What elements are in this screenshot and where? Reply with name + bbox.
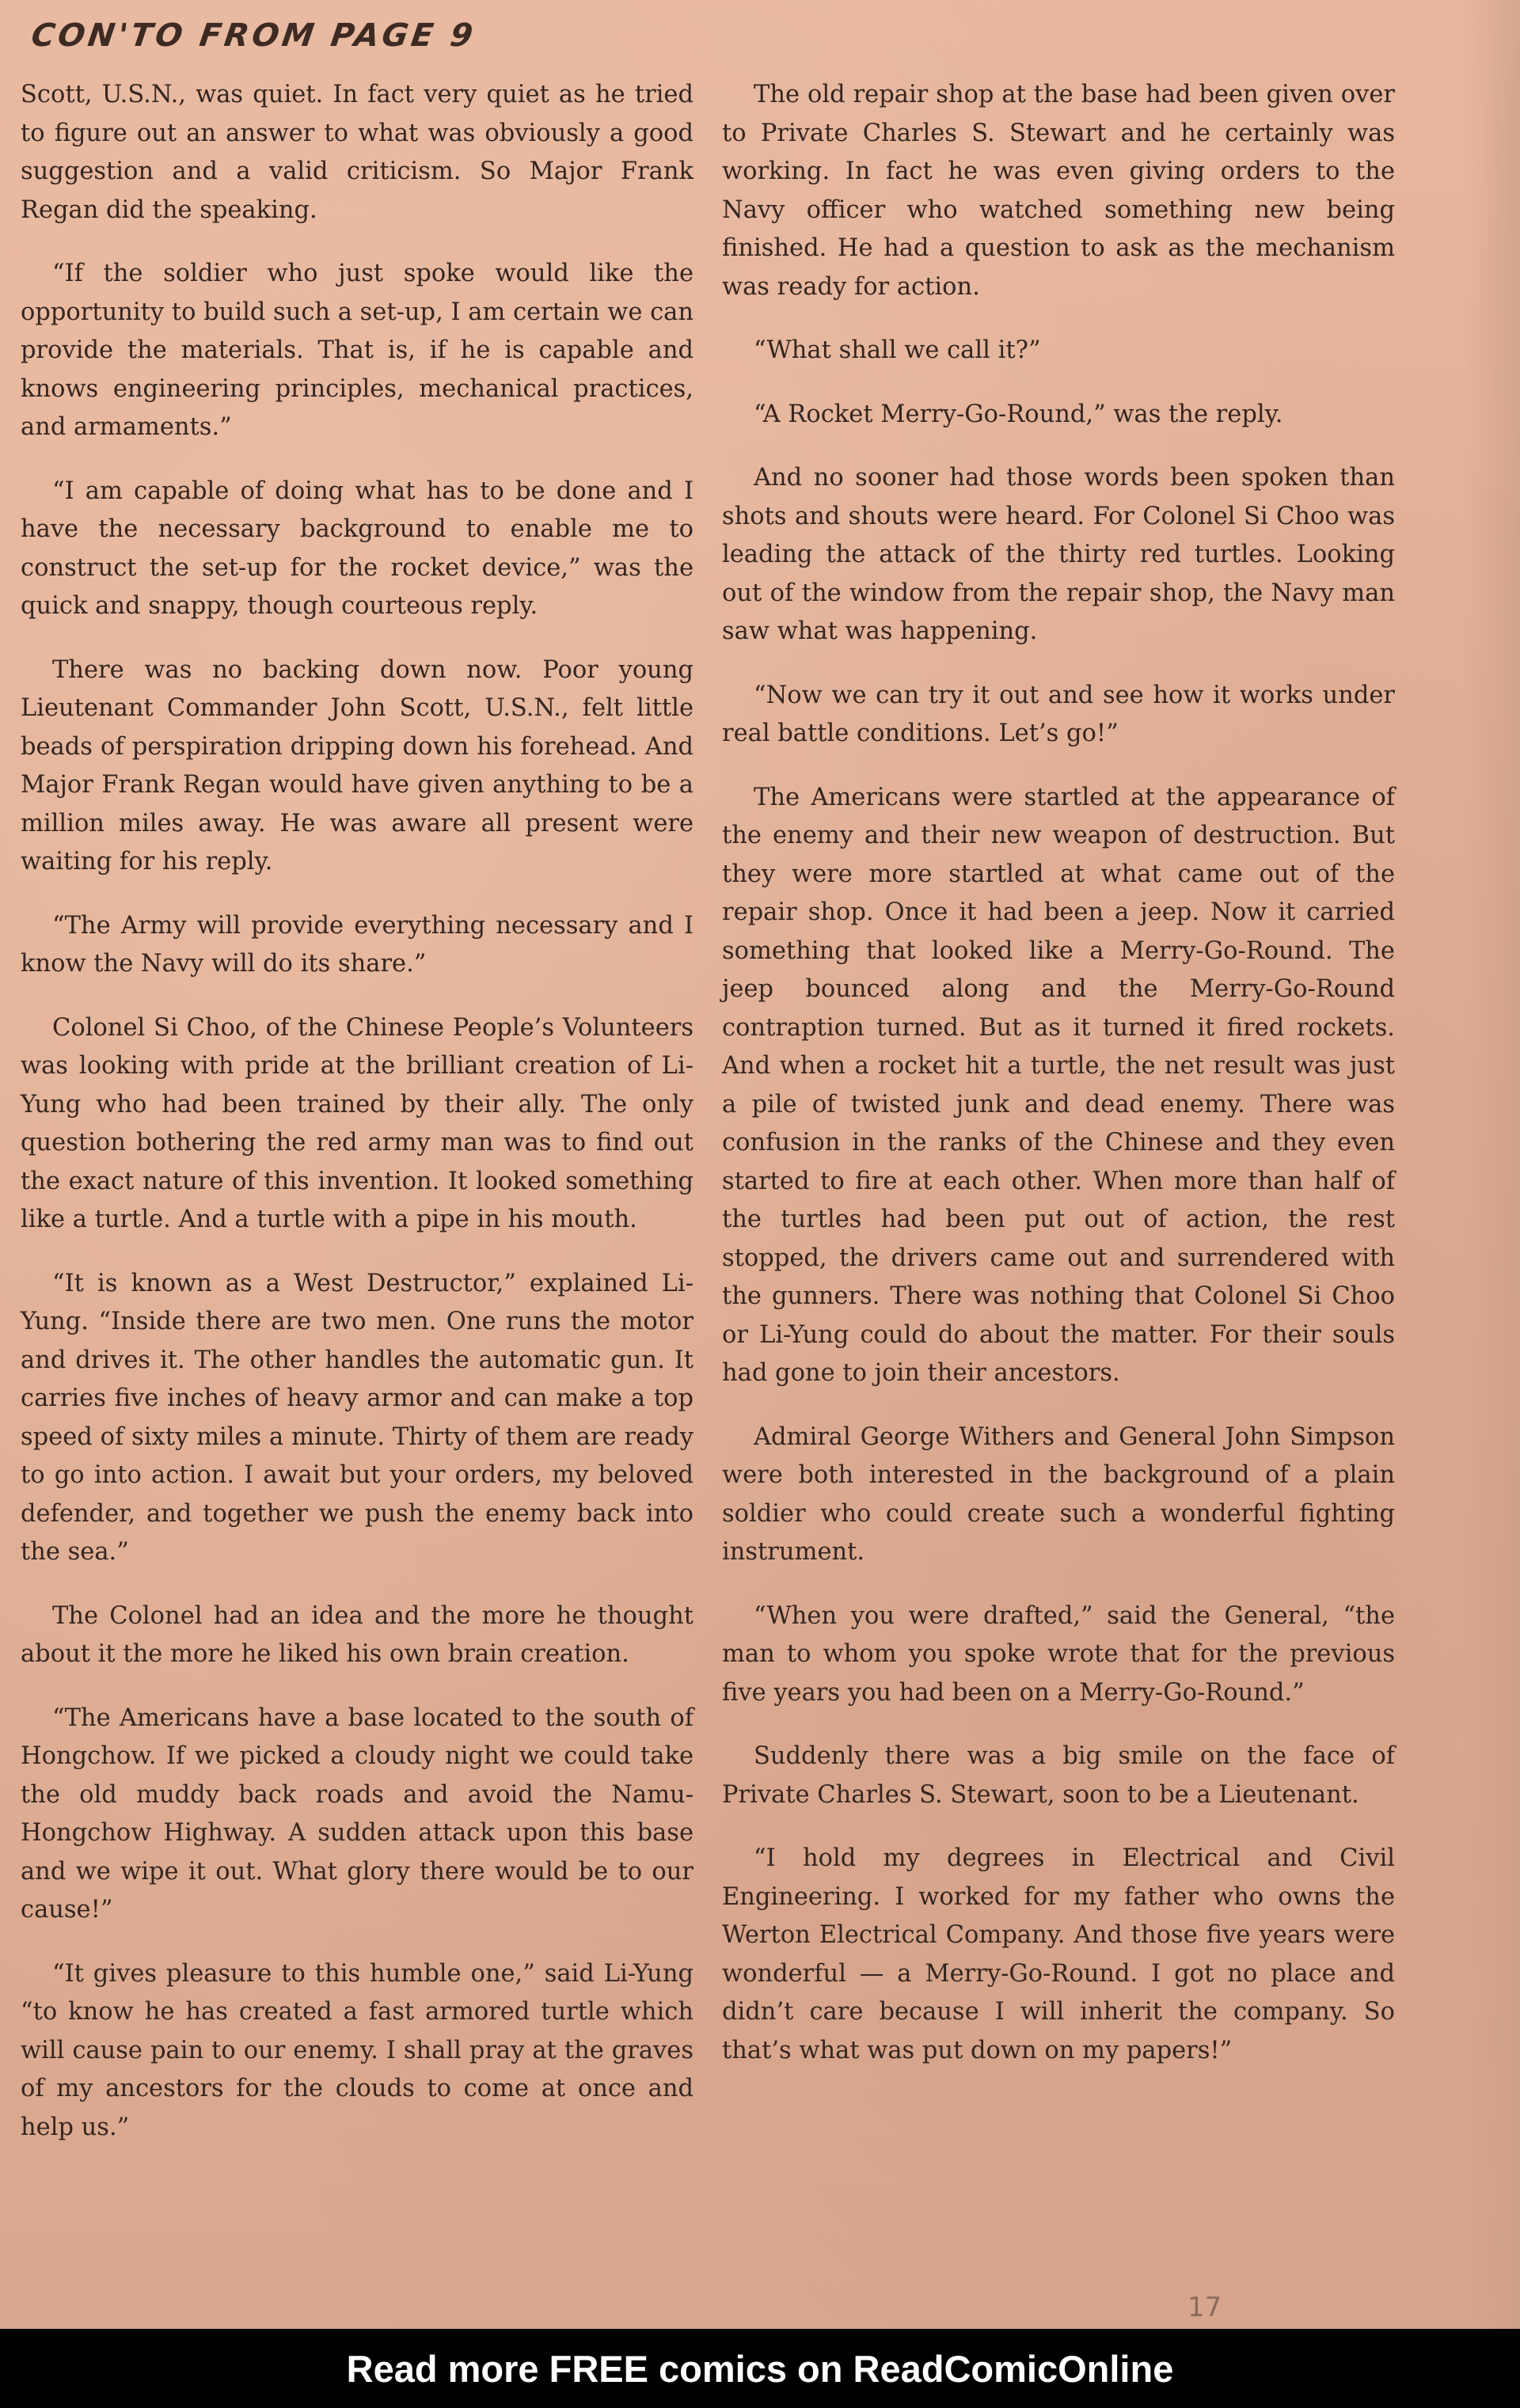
paragraph: The Americans were startled at the appearance of the enemy and their new weapon of destruction. But they were more startled at what came out of the repair shop. Once it had been a jeep. Now it carried something that looked like a Merry-Go-Round. The jeep bounced along and the Merry-Go-Round contraption turned. But as it turned it fired rockets. And when a rocket hit a turtle, the net result was just a pile of twisted junk and dead enemy. There was confusion in the ranks of the Chinese and they even started to fire at each other. When more than half of the turtles had been put out of action, the rest stopped, the drivers came out and surrendered with the gunners. There was nothing that Colonel Si Choo or Li-Yung could do about the matter. For their souls had gone to join their ancestors. <box>722 783 1395 1387</box>
paragraph: “Now we can try it out and see how it works under real battle conditions. Let’s go!” <box>722 681 1395 747</box>
paragraph: “A Rocket Merry-Go-Round,” was the reply. <box>754 400 1283 428</box>
promo-banner-text[interactable]: Read more FREE comics on ReadComicOnline <box>346 2347 1174 2390</box>
right-column <box>722 76 1395 2095</box>
paragraph: “I hold my degrees in Electrical and Civil Engineering. I worked for my father who owns the Werton Electrical Company. And those five years were wonderful — a Merry-Go-Round. I got no place and didn’t care because I will inherit the company. So that’s what was put down on my papers!” <box>722 1844 1395 2064</box>
paragraph: “If the soldier who just spoke would like the opportunity to build such a set-up, I am certain we can provide the materials. That is, if he is capable and knows engineering principles, mechanical practices, and armaments.” <box>21 260 694 441</box>
continued-header: CON'TO FROM PAGE 9 <box>28 17 478 54</box>
paragraph: There was no backing down now. Poor young Lieutenant Commander John Scott, U.S.N., felt little beads of perspiration dripping down his forehead. And Major Frank Regan would have given anything to be a million miles away. He was aware all present were waiting for his reply. <box>21 655 694 875</box>
paragraph: The old repair shop at the base had been given over to Private Charles S. Stewart and he certainly was working. In fact he was even giving orders to the Navy officer who watched something new being finished. He had a question to ask as the mechanism was ready for action. <box>722 81 1395 301</box>
paragraph: And no sooner had those words been spoken than shots and shouts were heard. For Colonel Si Choo was leading the attack of the thirty red turtles. Looking out of the window from the repair shop, the Navy man saw what was happening. <box>722 464 1395 645</box>
paragraph: “The Americans have a base located to the south of Hongchow. If we picked a cloudy night we could take the old muddy back roads and avoid the Namu-Hongchow Highway. A sudden attack upon this base and we wipe it out. What glory there would be to our cause!” <box>21 1703 694 1924</box>
paragraph: Admiral George Withers and General John Simpson were both interested in the background of a plain soldier who could create such a wonderful fighting instrument. <box>722 1422 1395 1566</box>
paragraph: “The Army will provide everything necessary and I know the Navy will do its share.” <box>21 911 694 978</box>
page-edge-shadow <box>1465 0 1520 2329</box>
paragraph: Scott, U.S.N., was quiet. In fact very quiet as he tried to figure out an answer to what was obviously a good suggestion and a valid criticism. So Major Frank Regan did the speaking. <box>21 81 694 224</box>
paragraph: “It is known as a West Destructor,” explained Li-Yung. “Inside there are two men. One runs the motor and drives it. The other handles the automatic gun. It carries five inches of heavy armor and can make a top speed of sixty miles a minute. Thirty of them are ready to go into action. I await but your orders, my beloved defender, and together we push the enemy back into the sea.” <box>21 1269 694 1566</box>
paragraph: The Colonel had an idea and the more he thought about it the more he liked his own brain creation. <box>21 1601 694 1668</box>
paragraph: “I am capable of doing what has to be done and I have the necessary background to enable me to construct the set-up for the rocket device,” was the quick and snappy, though courteous reply. <box>21 477 694 620</box>
paragraph: Suddenly there was a big smile on the face of Private Charles S. Stewart, soon to be a Lieutenant. <box>722 1742 1395 1809</box>
page-number: 17 <box>1188 2292 1222 2323</box>
paragraph: “It gives pleasure to this humble one,” said Li-Yung “to know he has created a fast armored turtle which will cause pain to our enemy. I shall pray at the graves of my ancestors for the clouds to come at once and help us.” <box>21 1959 694 2141</box>
paragraph: “When you were drafted,” said the General, “the man to whom you spoke wrote that for the previous five years you had been on a Merry-Go-Round.” <box>722 1601 1395 1707</box>
promo-banner[interactable] <box>0 2329 1520 2408</box>
paragraph: “What shall we call it?” <box>754 336 1041 364</box>
paragraph: Colonel Si Choo, of the Chinese People’s Volunteers was looking with pride at the brilliant creation of Li-Yung who had been trained by their ally. The only question bothering the red army man was to find out the exact nature of this invention. It looked something like a turtle. And a turtle with a pipe in his mouth. <box>21 1013 694 1233</box>
left-column <box>21 76 694 2172</box>
